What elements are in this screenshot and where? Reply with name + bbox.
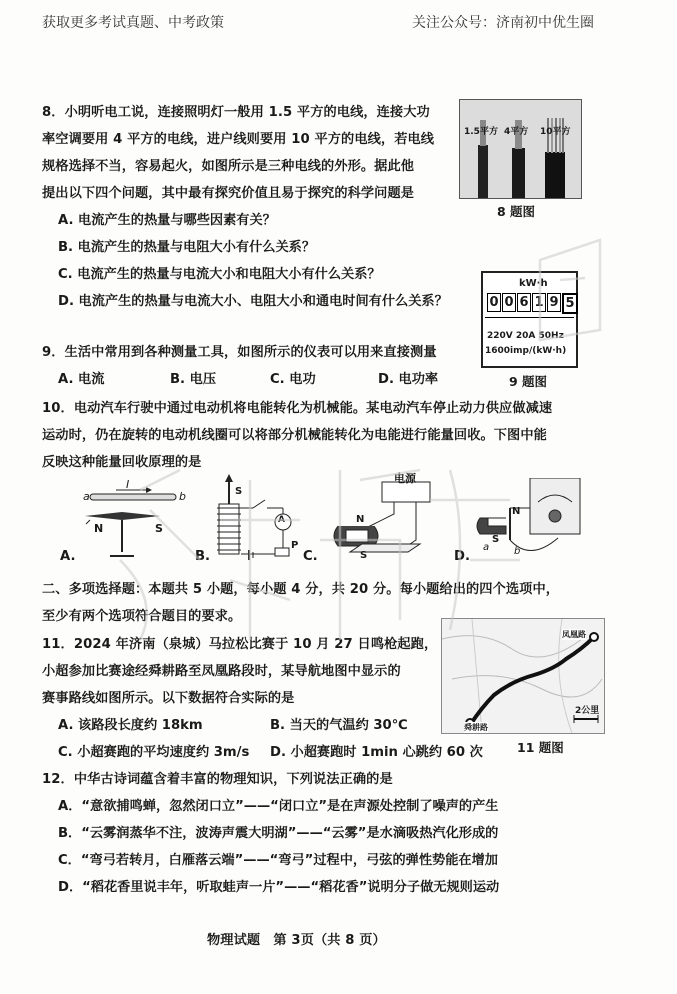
q9-option-b: B. 电压 <box>170 372 217 387</box>
q12-option-d: D．“稻花香里说丰年，听取蛙声一片”——“稻花香”说明分子做无规则运动 <box>58 880 500 895</box>
figure-8-caption: 8 题图 <box>497 204 536 219</box>
q9-option-a: A. 电流 <box>58 372 105 387</box>
q10-option-c: C. <box>303 549 318 564</box>
meter-digit: 1 <box>532 293 546 312</box>
q12-stem: 12．中华古诗词蕴含着丰富的物理知识，下列说法正确的是 <box>42 772 393 787</box>
figure-9-caption: 9 题图 <box>509 374 548 389</box>
map-scale-label: 2公里 <box>575 706 600 716</box>
q8-option-d: D. 电流产生的热量与电流大小、电阻大小和通电时间有什么关系？ <box>58 294 448 309</box>
motor-with-power-supply-diagram <box>320 470 440 566</box>
meter-digit: 0 <box>502 293 516 312</box>
q8-option-b: B. 电流产生的热量与电阻大小有什么关系？ <box>58 240 316 255</box>
meter-digit: 6 <box>517 293 531 312</box>
meter-unit: kW·h <box>519 278 548 289</box>
meter-digit: 5 <box>562 293 578 314</box>
section-2-heading: 二、多项选择题：本题共 5 小题，每小题 4 分，共 20 分。每小题给出的四个选项中， <box>42 582 560 597</box>
q11-option-d: D. 小超赛跑时 1min 心跳约 60 次 <box>270 745 483 760</box>
meter-spec-2: 1600imp/(kW·h) <box>485 346 567 356</box>
fig-a-label-b: b <box>179 490 186 503</box>
q10-line: 反映这种能量回收原理的是 <box>42 455 202 470</box>
meter-digit: 0 <box>487 293 501 312</box>
meter-divider <box>485 317 574 318</box>
q9-option-d: D. 电功率 <box>378 372 439 387</box>
wire-label-2: 4平方 <box>504 127 529 137</box>
q8-line: 规格选择不当，容易起火，如图所示是三种电线的外形。据此他 <box>42 159 415 174</box>
figure-8-wires <box>459 99 582 199</box>
meter-digit: 9 <box>547 293 561 312</box>
map-label-shungeng: 舜耕路 <box>464 723 488 732</box>
header-left: 获取更多考试真题、中考政策 <box>42 15 224 31</box>
q10-line: 10．电动汽车行驶中通过电动机将电能转化为机械能。某电动汽车停止动力供应做减速 <box>42 401 553 416</box>
fig-d-label-s: S <box>492 534 500 545</box>
q10-figure-c <box>320 470 440 566</box>
q10-line: 运动时，仍在旋转的电动机线圈可以将部分机械能转化为电能进行能量回收。下图中能 <box>42 428 547 443</box>
q11-option-c: C. 小超赛跑的平均速度约 3m/s <box>58 745 250 760</box>
conductor-on-magnet-diagram <box>60 478 190 566</box>
q8-line: 提出以下四个问题，其中最有探究价值且易于探究的科学问题是 <box>42 186 415 201</box>
header-right: 关注公众号：济南初中优生圈 <box>412 15 594 31</box>
q12-option-a: A．“意欲捕鸣蝉，忽然闭口立”——“闭口立”是在声源处控制了噪声的产生 <box>58 799 499 814</box>
figure-11-caption: 11 题图 <box>517 740 564 755</box>
q10-figure-d <box>470 478 590 566</box>
fig-d-label-n: N <box>512 506 521 517</box>
figure-9-meter <box>481 271 578 368</box>
fig-a-label-a: a <box>83 490 90 503</box>
fig-a-label-i: I <box>126 478 130 491</box>
q8-option-c: C. 电流产生的热量与电流大小和电阻大小有什么关系？ <box>58 267 381 282</box>
wire-label-3: 10平方 <box>540 127 571 137</box>
q11-line: 11．2024 年济南（泉城）马拉松比赛于 10 月 27 日鸣枪起跑， <box>42 637 438 652</box>
map-label-fenghuang: 凤凰路 <box>562 630 586 639</box>
fig-c-label-s: S <box>360 550 368 561</box>
q9-option-c: C. 电功 <box>270 372 316 387</box>
fig-b-label-p: P <box>291 540 299 551</box>
wire-label-1: 1.5平方 <box>464 127 498 137</box>
wire-illustration <box>460 100 581 198</box>
fig-a-label-n: N <box>94 522 104 535</box>
q10-option-d: D. <box>454 549 470 564</box>
q10-figure-b <box>205 474 300 566</box>
q10-figure-a <box>60 478 190 566</box>
q8-line: 8．小明听电工说，连接照明灯一般用 1.5 平方的电线，连接大功 <box>42 105 430 120</box>
electromagnet-circuit-diagram <box>205 474 300 566</box>
section-2-instructions: 至少有两个选项符合题目的要求。 <box>42 609 242 624</box>
q10-option-a: A. <box>60 549 76 564</box>
meter-spec-1: 220V 20A 50Hz <box>487 331 564 341</box>
fig-d-label-a: a <box>483 542 490 553</box>
q10-option-b: B. <box>195 549 211 564</box>
fig-a-label-s: S <box>155 522 163 535</box>
fig-c-label-power: 电源 <box>394 472 416 485</box>
page-footer: 物理试题 第 3页（共 8 页） <box>207 933 386 948</box>
q12-option-b: B．“云雾润蒸华不注，波涛声震大明湖”——“云雾”是水滴吸热汽化形成的 <box>58 826 499 841</box>
q11-line: 赛事路线如图所示。以下数据符合实际的是 <box>42 691 295 706</box>
q11-line: 小超参加比赛途经舜耕路至凤凰路段时，某导航地图中显示的 <box>42 664 401 679</box>
q11-option-b: B. 当天的气温约 30℃ <box>270 718 408 733</box>
meter-digits <box>487 293 578 314</box>
q12-option-c: C．“弯弓若转月，白雁落云端”——“弯弓”过程中，弓弦的弹性势能在增加 <box>58 853 498 868</box>
q8-line: 率空调要用 4 平方的电线，进户线则要用 10 平方的电线，若电线 <box>42 132 435 147</box>
q8-option-a: A. 电流产生的热量与哪些因素有关？ <box>58 213 276 228</box>
fig-b-label-a: A <box>278 515 285 525</box>
q9-stem: 9．生活中常用到各种测量工具，如图所示的仪表可以用来直接测量 <box>42 345 437 360</box>
fig-b-label-s: S <box>235 486 243 497</box>
q11-option-a: A. 该路段长度约 18km <box>58 718 203 733</box>
fig-c-label-n: N <box>356 514 365 525</box>
fig-d-label-b: b <box>514 546 521 557</box>
figure-11-map <box>441 618 605 734</box>
